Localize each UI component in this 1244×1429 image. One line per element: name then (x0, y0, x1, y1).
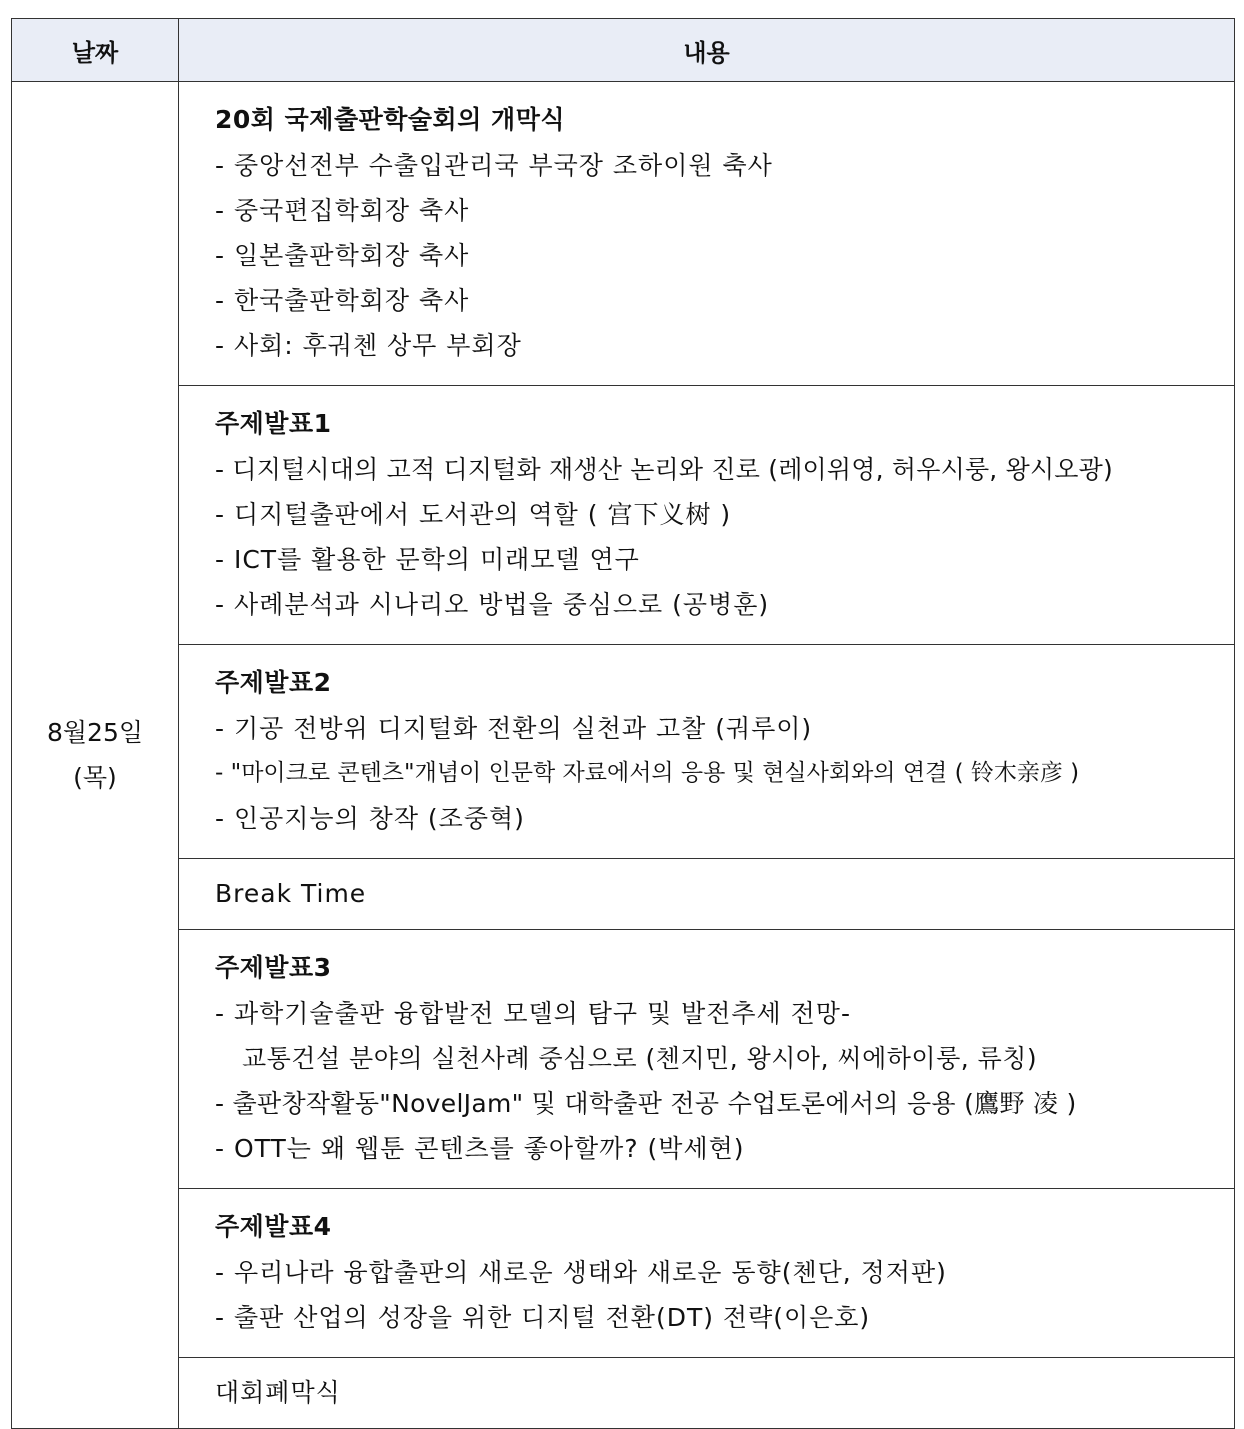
list-item: - 일본출판학회장 축사 (215, 241, 470, 270)
list-item: - 디지털출판에서 도서관의 역할 ( 宫下义树 ) (215, 500, 732, 529)
date-weekday: (목) (73, 763, 117, 792)
list-item: - 한국출판학회장 축사 (215, 286, 470, 315)
list-item: - 사례분석과 시나리오 방법을 중심으로 (공병훈) (215, 590, 770, 619)
list-item: 교통건설 분야의 실천사례 중심으로 (첸지민, 왕시아, 씨에하이룽, 류칭) (242, 1044, 1038, 1073)
table-row (12, 1358, 1235, 1429)
date-day: 8월25일 (46, 718, 144, 747)
list-item: - 디지털시대의 고적 디지털화 재생산 논리와 진로 (레이위영, 허우시룽, 왕시오광) (215, 455, 1113, 484)
section-title: 주제발표1 (215, 409, 332, 438)
section-title: 주제발표4 (215, 1212, 332, 1241)
section-title: 주제발표2 (215, 668, 332, 697)
section-presentation-2 (179, 645, 1235, 859)
list-item: - 인공지능의 창작 (조중혁) (215, 804, 525, 833)
list-item: - ICT를 활용한 문학의 미래모델 연구 (215, 545, 640, 574)
header-date: 날짜 (12, 19, 179, 82)
header-row (12, 19, 1235, 82)
section-break (179, 859, 1235, 930)
list-item: - 출판 산업의 성장을 위한 디지털 전환(DT) 전략(이은호) (215, 1303, 871, 1332)
table-row (12, 645, 1235, 859)
section-opening (179, 82, 1235, 386)
table-row (12, 859, 1235, 930)
section-presentation-3 (179, 930, 1235, 1189)
break-time-label: Break Time (215, 879, 367, 908)
list-item: - 중국편집학회장 축사 (215, 196, 470, 225)
section-presentation-4 (179, 1189, 1235, 1358)
list-item: - 우리나라 융합출판의 새로운 생태와 새로운 동향(첸단, 정저판) (215, 1258, 947, 1287)
list-item: - "마이크로 콘텐츠"개념이 인문학 자료에서의 응용 및 현실사회와의 연결 ( 铃木亲彦 ) (215, 760, 1080, 786)
list-item: - 과학기술출판 융합발전 모델의 탐구 및 발전추세 전망- (215, 999, 851, 1028)
table-row (12, 930, 1235, 1189)
section-closing (179, 1358, 1235, 1429)
section-presentation-1 (179, 386, 1235, 645)
date-cell (12, 82, 179, 1429)
table-row (12, 82, 1235, 386)
section-title: 20회 국제출판학술회의 개막식 (215, 105, 565, 134)
list-item: - 출판창작활동"NovelJam" 및 대학출판 전공 수업토론에서의 응용 (鷹野 凌 ) (215, 1089, 1077, 1118)
closing-ceremony-label: 대회폐막식 (215, 1378, 341, 1407)
table-row (12, 1189, 1235, 1358)
header-content: 내용 (179, 19, 1235, 82)
list-item: - 기공 전방위 디지털화 전환의 실천과 고찰 (궈루이) (215, 714, 813, 743)
list-item: - 중앙선전부 수출입관리국 부국장 조하이원 축사 (215, 151, 773, 180)
list-item: - OTT는 왜 웹툰 콘텐츠를 좋아할까? (박세현) (215, 1134, 745, 1163)
section-title: 주제발표3 (215, 953, 332, 982)
list-item: - 사회: 후궈첸 상무 부회장 (215, 331, 522, 360)
schedule-table (11, 18, 1235, 1429)
table-row (12, 386, 1235, 645)
